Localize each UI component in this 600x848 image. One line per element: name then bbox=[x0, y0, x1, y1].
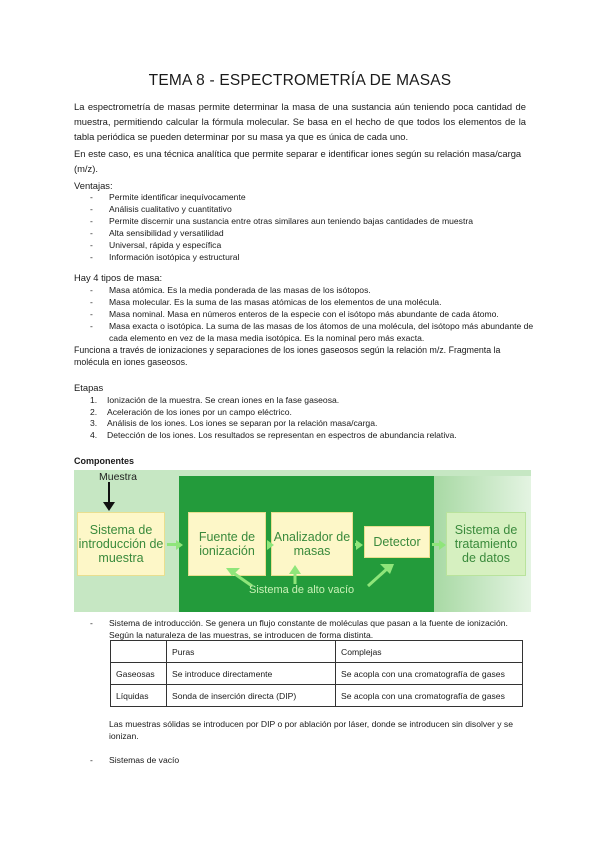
list-item: - Masa nominal. Masa en números enteros de la especie con el isótopo más abundante de cada átomo. bbox=[74, 308, 534, 320]
sistema-introduccion-box: Sistema de introducción de muestra bbox=[77, 512, 165, 576]
sistemas-vacio-list bbox=[74, 754, 534, 766]
tipos-list bbox=[74, 284, 534, 344]
ventajas-label: Ventajas: bbox=[74, 180, 113, 191]
list-item: - Alta sensibilidad y versatilidad bbox=[74, 227, 534, 239]
muestra-label: Muestra bbox=[99, 471, 137, 483]
detector-box: Detector bbox=[364, 526, 430, 558]
list-item: - Masa molecular. Es la suma de las masas atómicas de los elementos de una molécula. bbox=[74, 296, 534, 308]
list-item: - Permite identificar inequívocamente bbox=[74, 191, 534, 203]
etapas-label: Etapas bbox=[74, 382, 104, 393]
components-diagram bbox=[74, 470, 531, 612]
ventajas-list bbox=[74, 191, 534, 263]
funciona-paragraph: Funciona a través de ionizaciones y separaciones de los iones gaseosos según la relación m/z. Fragmenta la molécula en iones gaseosos. bbox=[74, 345, 501, 367]
table-cell: Gaseosas bbox=[111, 663, 167, 685]
arrow-icon bbox=[167, 543, 177, 546]
list-item: 1. Ionización de la muestra. Se crean iones en la fase gaseosa. bbox=[90, 395, 340, 405]
down-arrow-icon bbox=[101, 482, 117, 512]
list-item: 4. Detección de los iones. Los resultados se representan en espectros de abundancia relativa. bbox=[90, 429, 457, 440]
tratamiento-datos-box: Sistema de tratamiento de datos bbox=[446, 512, 526, 576]
arrow-icon bbox=[355, 543, 357, 546]
intro-paragraph: La espectrometría de masas permite determinar la masa de una sustancia aún teniendo poca cantidad de muestra, permitiendo calcular la fórmula molecular. Se basa en el hecho de que todos los elementos de la tabla periódica se pueden determinar por su masa ya que es única de cada uno. bbox=[74, 101, 526, 142]
table-row bbox=[111, 663, 523, 685]
list-item: - Permite discernir una sustancia entre otras similares aun teniendo bajas cantidades de muestra bbox=[74, 215, 534, 227]
list-item: - Universal, rápida y específica bbox=[74, 239, 534, 251]
tipos-label: Hay 4 tipos de masa: bbox=[74, 272, 163, 283]
table-row bbox=[111, 685, 523, 707]
table-cell: Complejas bbox=[336, 641, 523, 663]
solidas-paragraph: Las muestras sólidas se introducen por DIP o por ablación por láser, donde se introducen sin disolver y se ionizan. bbox=[109, 719, 513, 741]
table-cell: Se acopla con una cromatografía de gases bbox=[336, 663, 523, 685]
list-item: - Masa atómica. Es la media ponderada de las masas de los isótopos. bbox=[74, 284, 534, 296]
sistema-intro-list bbox=[74, 617, 534, 641]
table-cell: Líquidas bbox=[111, 685, 167, 707]
table-cell: Puras bbox=[167, 641, 336, 663]
table-cell: Sonda de inserción directa (DIP) bbox=[167, 685, 336, 707]
table-cell: Se introduce directamente bbox=[167, 663, 336, 685]
sample-table bbox=[110, 640, 523, 707]
analizador-masas-box: Analizador de masas bbox=[271, 512, 353, 576]
alto-vacio-label: Sistema de alto vacío bbox=[249, 584, 355, 596]
list-item: - Sistema de introducción. Se genera un flujo constante de moléculas que pasan a la fuente de ionización. Según la naturaleza de las muestras, se introducen de forma distinta. bbox=[74, 617, 534, 641]
list-item: - Análisis cualitativo y cuantitativo bbox=[74, 203, 534, 215]
page-title: TEMA 8 - ESPECTROMETRÍA DE MASAS bbox=[148, 72, 452, 89]
list-item: - Sistemas de vacío bbox=[74, 754, 534, 766]
table-cell: Se acopla con una cromatografía de gases bbox=[336, 685, 523, 707]
list-item: - Masa exacta o isotópica. La suma de las masas de los átomos de una molécula, del isótopo más abundante de cada elemento en vez de la masa media isotópica. Es la nominal pero más exacta. bbox=[74, 320, 534, 344]
list-item: 3. Análisis de los iones. Los iones se separan por la relación masa/carga. bbox=[90, 418, 378, 429]
intro-paragraph-2: En este caso, es una técnica analítica que permite separar e identificar iones según su relación masa/carga (m/z). bbox=[74, 148, 522, 174]
fuente-ionizacion-box: Fuente de ionización bbox=[188, 512, 266, 576]
componentes-label: Componentes bbox=[74, 456, 135, 466]
etapas-list bbox=[74, 395, 534, 441]
list-item: - Información isotópica y estructural bbox=[74, 251, 534, 263]
arrow-icon bbox=[432, 543, 440, 546]
table-row bbox=[111, 641, 523, 663]
list-item: 2. Aceleración de los iones por un campo eléctrico. bbox=[90, 406, 292, 417]
table-cell bbox=[111, 641, 167, 663]
